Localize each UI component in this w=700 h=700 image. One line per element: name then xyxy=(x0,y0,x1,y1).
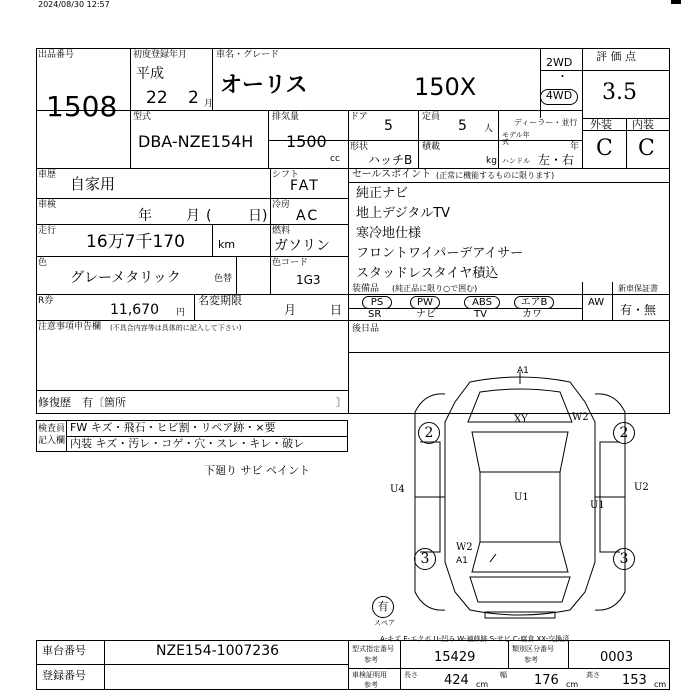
rule xyxy=(582,282,583,320)
diagram-mark: A1 xyxy=(517,366,529,376)
sales-item: 地上デジタルTV xyxy=(356,206,451,221)
first-reg-era: 平成 xyxy=(136,66,164,82)
inspector-label-1: 検査員 xyxy=(38,424,66,434)
displacement-label: 排気量 xyxy=(272,112,300,122)
equipment-item: ナビ xyxy=(416,309,436,320)
drive-dot: ・ xyxy=(557,70,568,83)
height-value: 153 xyxy=(622,673,647,688)
rating-value: 3.5 xyxy=(602,80,637,105)
model-year-unit: 年 xyxy=(570,142,580,152)
fuel-label: 燃料 xyxy=(272,226,291,236)
spare-tire: 有 xyxy=(372,596,394,618)
car-name-label: 車名・グレード xyxy=(216,50,280,60)
rule xyxy=(348,168,349,414)
equipment-item: PS xyxy=(362,296,392,309)
rule xyxy=(36,224,348,225)
car-name: オーリス xyxy=(220,73,308,98)
displacement-unit: cc xyxy=(330,154,340,164)
rule xyxy=(194,294,195,320)
interior-score: C xyxy=(638,136,655,161)
inspection-month: 月 xyxy=(186,208,200,224)
rule xyxy=(36,294,670,295)
color-label: 色 xyxy=(38,258,48,268)
inspection-day: 日) xyxy=(248,208,268,224)
car-grade: 150X xyxy=(414,73,477,101)
capacity-unit: 人 xyxy=(484,124,494,134)
history-label: 車歴 xyxy=(38,170,57,180)
ac-label: 冷房 xyxy=(272,200,291,210)
rule xyxy=(36,256,348,257)
rule xyxy=(36,664,348,665)
rule xyxy=(36,390,348,391)
chassis-value: NZE154-1007236 xyxy=(156,643,280,659)
class-value: 0003 xyxy=(600,650,634,665)
width-label: 幅 xyxy=(500,671,507,679)
tire-score-front-left: 2 xyxy=(418,422,440,444)
mileage-label: 走行 xyxy=(38,226,57,236)
height-label: 高さ xyxy=(586,671,600,679)
length-unit: cm xyxy=(476,680,489,689)
exterior-label: 外装 xyxy=(590,118,612,131)
type-sub: 参考 xyxy=(364,656,378,664)
rule xyxy=(212,224,213,256)
repair-label: 修復歴 xyxy=(38,396,71,409)
fuel-value: ガソリン xyxy=(274,238,330,254)
rule xyxy=(236,256,237,294)
shift-label: シフト xyxy=(272,170,300,180)
first-reg-year: 22 xyxy=(146,88,168,108)
diagram-mark: W2 xyxy=(572,412,589,423)
repair-close: 〕 xyxy=(336,396,347,409)
rule xyxy=(348,110,349,168)
inspection-paren: ( xyxy=(206,208,212,224)
length-label: 長さ xyxy=(404,671,418,679)
tire-score-rear-left: 3 xyxy=(414,548,436,570)
doors-value: 5 xyxy=(384,118,393,134)
timestamp: 2024/08/30 12:57 xyxy=(38,0,110,9)
type-value: 15429 xyxy=(434,650,476,665)
rule xyxy=(36,110,582,111)
cargo-label: 積載 xyxy=(422,142,441,152)
rule xyxy=(36,320,670,321)
model-year-label: モデル年式 xyxy=(502,131,530,146)
width-value: 176 xyxy=(534,673,559,688)
length-value: 424 xyxy=(444,673,469,688)
repair-value: 有〔箇所 xyxy=(82,396,126,409)
warranty-value: 有・無 xyxy=(620,303,657,317)
corner-mark xyxy=(671,0,681,4)
sales-item: 寒冷地仕様 xyxy=(356,226,422,241)
displacement-value: 1500 xyxy=(286,132,327,151)
equipment-item: カワ xyxy=(522,309,542,320)
diagram-mark: U2 xyxy=(634,482,649,493)
diagram-mark: U1 xyxy=(514,492,529,503)
equipment-item: TV xyxy=(474,309,487,320)
ac-value: AC xyxy=(296,208,320,224)
type-label: 型式指定番号 xyxy=(352,645,394,653)
drive-2wd: 2WD xyxy=(546,56,573,69)
class-sub: 参考 xyxy=(524,656,538,664)
sales-label: セールスポイント xyxy=(352,169,432,180)
color-code-value: 1G3 xyxy=(296,273,321,287)
lot-number: 1508 xyxy=(46,90,118,123)
rule xyxy=(36,198,348,199)
cargo-unit: kg xyxy=(486,156,497,166)
inspector-label-2: 記入欄 xyxy=(38,436,66,446)
equipment-item: ABS xyxy=(464,296,500,309)
lot-label: 出品番号 xyxy=(38,50,75,60)
rule xyxy=(348,640,349,690)
diagram-mark: A1 xyxy=(456,556,468,566)
color-code-label: 色コード xyxy=(272,258,309,268)
later-day-label: 後日品 xyxy=(352,324,380,334)
rule xyxy=(348,352,670,353)
history-value: 自家用 xyxy=(70,175,116,193)
model-label: 型式 xyxy=(133,112,152,122)
handle-label: ハンドル xyxy=(502,157,530,165)
dims-sub: 参考 xyxy=(364,681,378,689)
shape-value: ハッチB xyxy=(368,153,413,167)
sales-item: スタッドレスタイヤ積込 xyxy=(356,266,499,281)
capacity-value: 5 xyxy=(458,118,467,134)
tire-score-front-right: 2 xyxy=(613,422,635,444)
warranty-label: 新車保証書 xyxy=(618,284,658,293)
first-reg-label: 初度登録年月 xyxy=(133,50,188,60)
sales-note: (正常に機能するものに限ります) xyxy=(436,171,555,180)
rule xyxy=(612,282,613,320)
rule xyxy=(582,48,583,168)
recycle-value: 11,670 xyxy=(110,302,159,318)
capacity-label: 定員 xyxy=(422,112,441,122)
color-change-label: 色替 xyxy=(214,274,233,284)
tire-score-rear-right: 3 xyxy=(613,548,635,570)
car-diagram xyxy=(380,362,680,632)
rule xyxy=(508,640,509,668)
dealer-label: ディーラー・並行 xyxy=(514,118,578,127)
equipment-item: エアB xyxy=(514,296,554,309)
sales-item: 純正ナビ xyxy=(356,186,409,201)
rule xyxy=(568,640,569,668)
first-reg-month: 2 xyxy=(188,88,199,108)
notes-sub: (不具合内容等は具体的に記入して下さい) xyxy=(110,324,242,332)
rule xyxy=(540,48,541,118)
chassis-label: 車台番号 xyxy=(42,644,86,657)
equipment-item: SR xyxy=(368,309,382,320)
damage-legend: A-キズ E-エクボ U-凹み W-補修跡 S-サビ C-腐食 XX-交換済 xyxy=(380,635,570,643)
equipment-aw: AW xyxy=(588,297,605,308)
mileage-value: 16万7千170 xyxy=(86,232,185,252)
inspection-year: 年 xyxy=(138,208,152,224)
rule xyxy=(348,668,670,669)
diagram-mark: U1 xyxy=(590,500,605,511)
color-value: グレーメタリック xyxy=(70,270,181,286)
sales-item: フロントワイパーデアイサー xyxy=(356,246,524,261)
inspection-label: 車検 xyxy=(38,200,57,210)
inspector-row-interior: 内装 キズ・汚レ・コゲ・穴・スレ・キレ・破レ xyxy=(70,437,305,450)
exterior-score: C xyxy=(596,136,613,161)
rule xyxy=(498,110,499,168)
interior-label: 内装 xyxy=(632,118,654,131)
shift-value: FAT xyxy=(290,178,320,194)
reg-no-label: 登録番号 xyxy=(42,669,86,682)
height-unit: cm xyxy=(654,680,667,689)
rule xyxy=(268,110,269,168)
class-label: 類別区分番号 xyxy=(512,645,554,653)
spare-label: スペア xyxy=(374,619,395,627)
diagram-mark: U4 xyxy=(390,484,405,495)
notes-label: 注意事項申告欄 xyxy=(38,322,102,332)
model-value: DBA-NZE154H xyxy=(138,132,254,151)
shape-label: 形状 xyxy=(350,142,369,152)
name-change-label: 名変期限 xyxy=(198,294,242,307)
rule xyxy=(348,182,670,183)
name-change-month: 月 xyxy=(284,303,297,317)
rule xyxy=(104,640,105,690)
first-reg-month-unit: 月 xyxy=(204,99,214,109)
equipment-item: PW xyxy=(410,296,440,309)
equipment-label: 装備品 xyxy=(352,284,380,294)
rule xyxy=(418,110,419,168)
equipment-note: (純正品に限り○で囲む) xyxy=(392,284,478,293)
rule xyxy=(626,118,627,168)
rule xyxy=(130,48,131,168)
diagram-mark: XY xyxy=(514,414,528,425)
handwritten-note: 下廻り サビ ペイント xyxy=(204,464,310,477)
inspector-row-fw: FW キズ・飛石・ヒビ割・リペア跡・×要 xyxy=(70,421,276,434)
name-change-day: 日 xyxy=(330,303,343,317)
handle-value: 左・右 xyxy=(538,153,575,167)
rule xyxy=(270,168,271,294)
rule xyxy=(400,640,401,690)
dims-label: 車検証明用 xyxy=(352,671,387,679)
recycle-label: R券 xyxy=(38,296,54,306)
diagram-mark: W2 xyxy=(456,542,473,553)
drive-4wd: 4WD xyxy=(540,89,578,105)
width-unit: cm xyxy=(566,680,579,689)
doors-label: ドア xyxy=(350,112,368,122)
recycle-unit: 円 xyxy=(176,308,186,318)
rating-label: 評 価 点 xyxy=(596,50,636,63)
mileage-unit: km xyxy=(218,238,236,251)
